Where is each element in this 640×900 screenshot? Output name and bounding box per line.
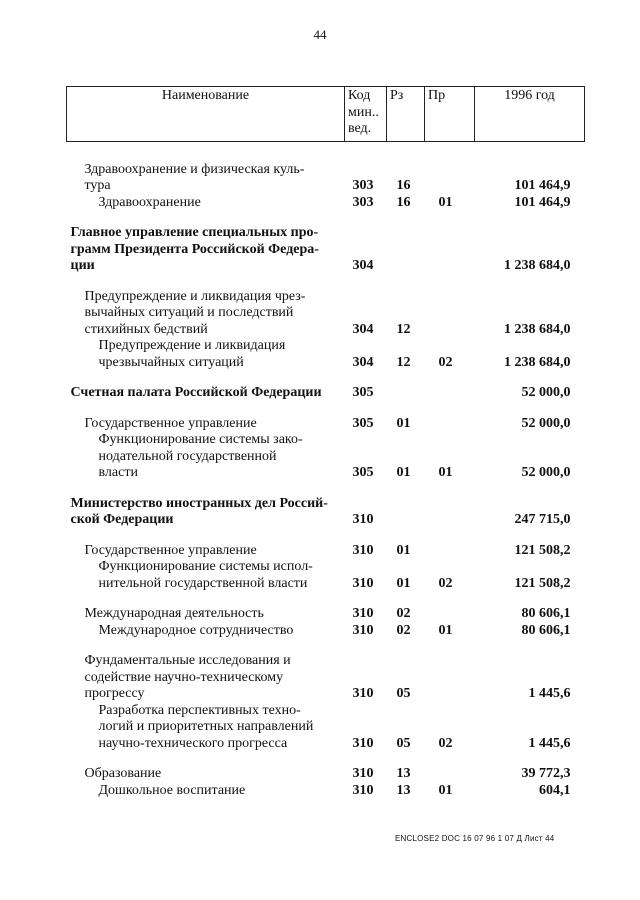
- row-name: Предупреждение и ликвидация чрезвычайных ситуаций: [98, 338, 286, 370]
- row-amount: 121 508,2: [514, 542, 571, 558]
- row-code: 310: [352, 512, 374, 527]
- table-row: [67, 195, 585, 212]
- row-pr: 01: [438, 782, 453, 798]
- table-body: [67, 141, 585, 799]
- row-pr: [425, 402, 475, 433]
- row-rz: 12: [396, 321, 411, 337]
- table-row: [67, 141, 585, 195]
- row-rz: [387, 482, 425, 529]
- row-pr: [425, 482, 475, 529]
- table-row: [67, 402, 585, 433]
- row-pr: [425, 752, 475, 783]
- row-amount: 1 445,6: [528, 735, 571, 751]
- row-name: Разработка перспективных техно- логий и приоритетных направлений научно-технического прогресса: [98, 702, 314, 751]
- row-amount: 52 000,0: [521, 415, 571, 431]
- row-name: Образование: [84, 766, 162, 781]
- row-amount: 80 606,1: [521, 622, 571, 638]
- table-row: [67, 703, 585, 753]
- row-code: 305: [352, 465, 374, 480]
- row-name: Международная деятельность: [84, 606, 264, 621]
- row-amount: 101 464,9: [514, 178, 571, 193]
- row-amount: 80 606,1: [521, 606, 571, 621]
- table-row: [67, 275, 585, 339]
- row-code: 310: [352, 622, 374, 638]
- table-row: [67, 432, 585, 482]
- row-amount: 52 000,0: [521, 385, 571, 400]
- table-row: [67, 639, 585, 703]
- row-pr: [425, 529, 475, 560]
- row-code: 310: [352, 735, 374, 751]
- table-row: [67, 752, 585, 783]
- row-pr: [425, 275, 475, 339]
- row-pr: 02: [438, 575, 453, 591]
- row-rz: 13: [396, 766, 411, 781]
- row-code: 310: [352, 782, 374, 798]
- row-rz: 02: [396, 606, 411, 621]
- header-pr: Пр: [425, 87, 475, 142]
- row-rz: 16: [396, 178, 411, 193]
- row-code: 304: [352, 258, 374, 273]
- row-rz: 01: [396, 465, 411, 480]
- table-row: [67, 529, 585, 560]
- table-row: [67, 211, 585, 275]
- row-rz: 01: [396, 575, 411, 591]
- row-rz: 16: [396, 194, 411, 210]
- row-amount: 39 772,3: [521, 766, 571, 781]
- header-year: 1996 год: [475, 87, 585, 142]
- row-name: Здравоохранение: [98, 194, 201, 210]
- row-name: Государственное управление: [84, 542, 257, 558]
- table-row: [67, 783, 585, 800]
- row-name: Функционирование системы зако- нодательной государственной власти: [98, 432, 303, 480]
- row-amount: 1 445,6: [528, 686, 571, 701]
- row-pr: [425, 141, 475, 195]
- table-header: [67, 87, 585, 142]
- row-amount: 1 238 684,0: [504, 321, 571, 337]
- row-amount: 101 464,9: [514, 194, 571, 210]
- row-pr: [425, 211, 475, 275]
- row-amount: 121 508,2: [514, 575, 571, 591]
- row-pr: 01: [438, 194, 453, 210]
- row-rz: 02: [396, 622, 411, 638]
- row-code: 304: [352, 321, 374, 337]
- row-code: 305: [352, 385, 374, 400]
- row-name: Международное сотрудничество: [98, 622, 294, 638]
- row-rz: 12: [396, 354, 411, 370]
- row-code: 310: [352, 606, 374, 621]
- header-rz: Рз: [387, 87, 425, 142]
- row-code: 310: [352, 686, 374, 701]
- row-amount: 1 238 684,0: [504, 258, 571, 273]
- row-pr: 01: [438, 622, 453, 638]
- table-row: [67, 371, 585, 402]
- row-amount: 604,1: [539, 782, 571, 798]
- row-name: Здравоохранение и физическая куль- тура: [84, 161, 305, 193]
- header-code: Код мин.. вед.: [345, 87, 387, 142]
- row-name: Функционирование системы испол- нительной государственной власти: [98, 559, 313, 591]
- row-name: Предупреждение и ликвидация чрез- вычайных ситуаций и последствий стихийных бедствий: [84, 288, 306, 337]
- row-amount: 1 238 684,0: [504, 354, 571, 370]
- row-name: Главное управление специальных про- грамм Президента Российской Федера- ции: [70, 225, 319, 273]
- row-pr: 02: [438, 735, 453, 751]
- row-rz: 01: [396, 542, 411, 558]
- row-rz: 01: [396, 415, 411, 431]
- row-code: 304: [352, 354, 374, 370]
- table-row: [67, 592, 585, 623]
- row-pr: [425, 371, 475, 402]
- row-rz: [387, 211, 425, 275]
- row-pr: [425, 639, 475, 703]
- row-amount: 52 000,0: [521, 465, 571, 480]
- row-code: 310: [352, 766, 374, 781]
- row-amount: 247 715,0: [514, 512, 571, 527]
- row-code: 303: [352, 178, 374, 193]
- row-name: Государственное управление: [84, 415, 257, 431]
- budget-table: [66, 86, 585, 799]
- row-name: Фундаментальные исследования и содействие научно-техническому прогрессу: [84, 653, 291, 701]
- row-pr: [425, 592, 475, 623]
- row-name: Дошкольное воспитание: [98, 782, 246, 798]
- row-code: 305: [352, 415, 374, 431]
- document-footer: ENCLOSE2 DOC 16 07 96 1 07 Д Лист 44: [395, 834, 555, 843]
- row-pr: 01: [438, 465, 453, 480]
- table-row: [67, 559, 585, 592]
- table-row: [67, 338, 585, 371]
- row-code: 310: [352, 575, 374, 591]
- header-name: Наименование: [67, 87, 345, 142]
- row-pr: 02: [438, 354, 453, 370]
- row-rz: [387, 371, 425, 402]
- page-number: 44: [313, 27, 327, 42]
- row-rz: 05: [396, 735, 411, 751]
- row-rz: 13: [396, 782, 411, 798]
- row-name: Министерство иностранных дел Россий- ской Федерации: [70, 495, 328, 527]
- row-code: 303: [352, 194, 374, 210]
- table-row: [67, 623, 585, 640]
- table-row: [67, 482, 585, 529]
- row-code: 310: [352, 542, 374, 558]
- row-rz: 05: [396, 686, 411, 701]
- row-name: Счетная палата Российской Федерации: [70, 385, 322, 400]
